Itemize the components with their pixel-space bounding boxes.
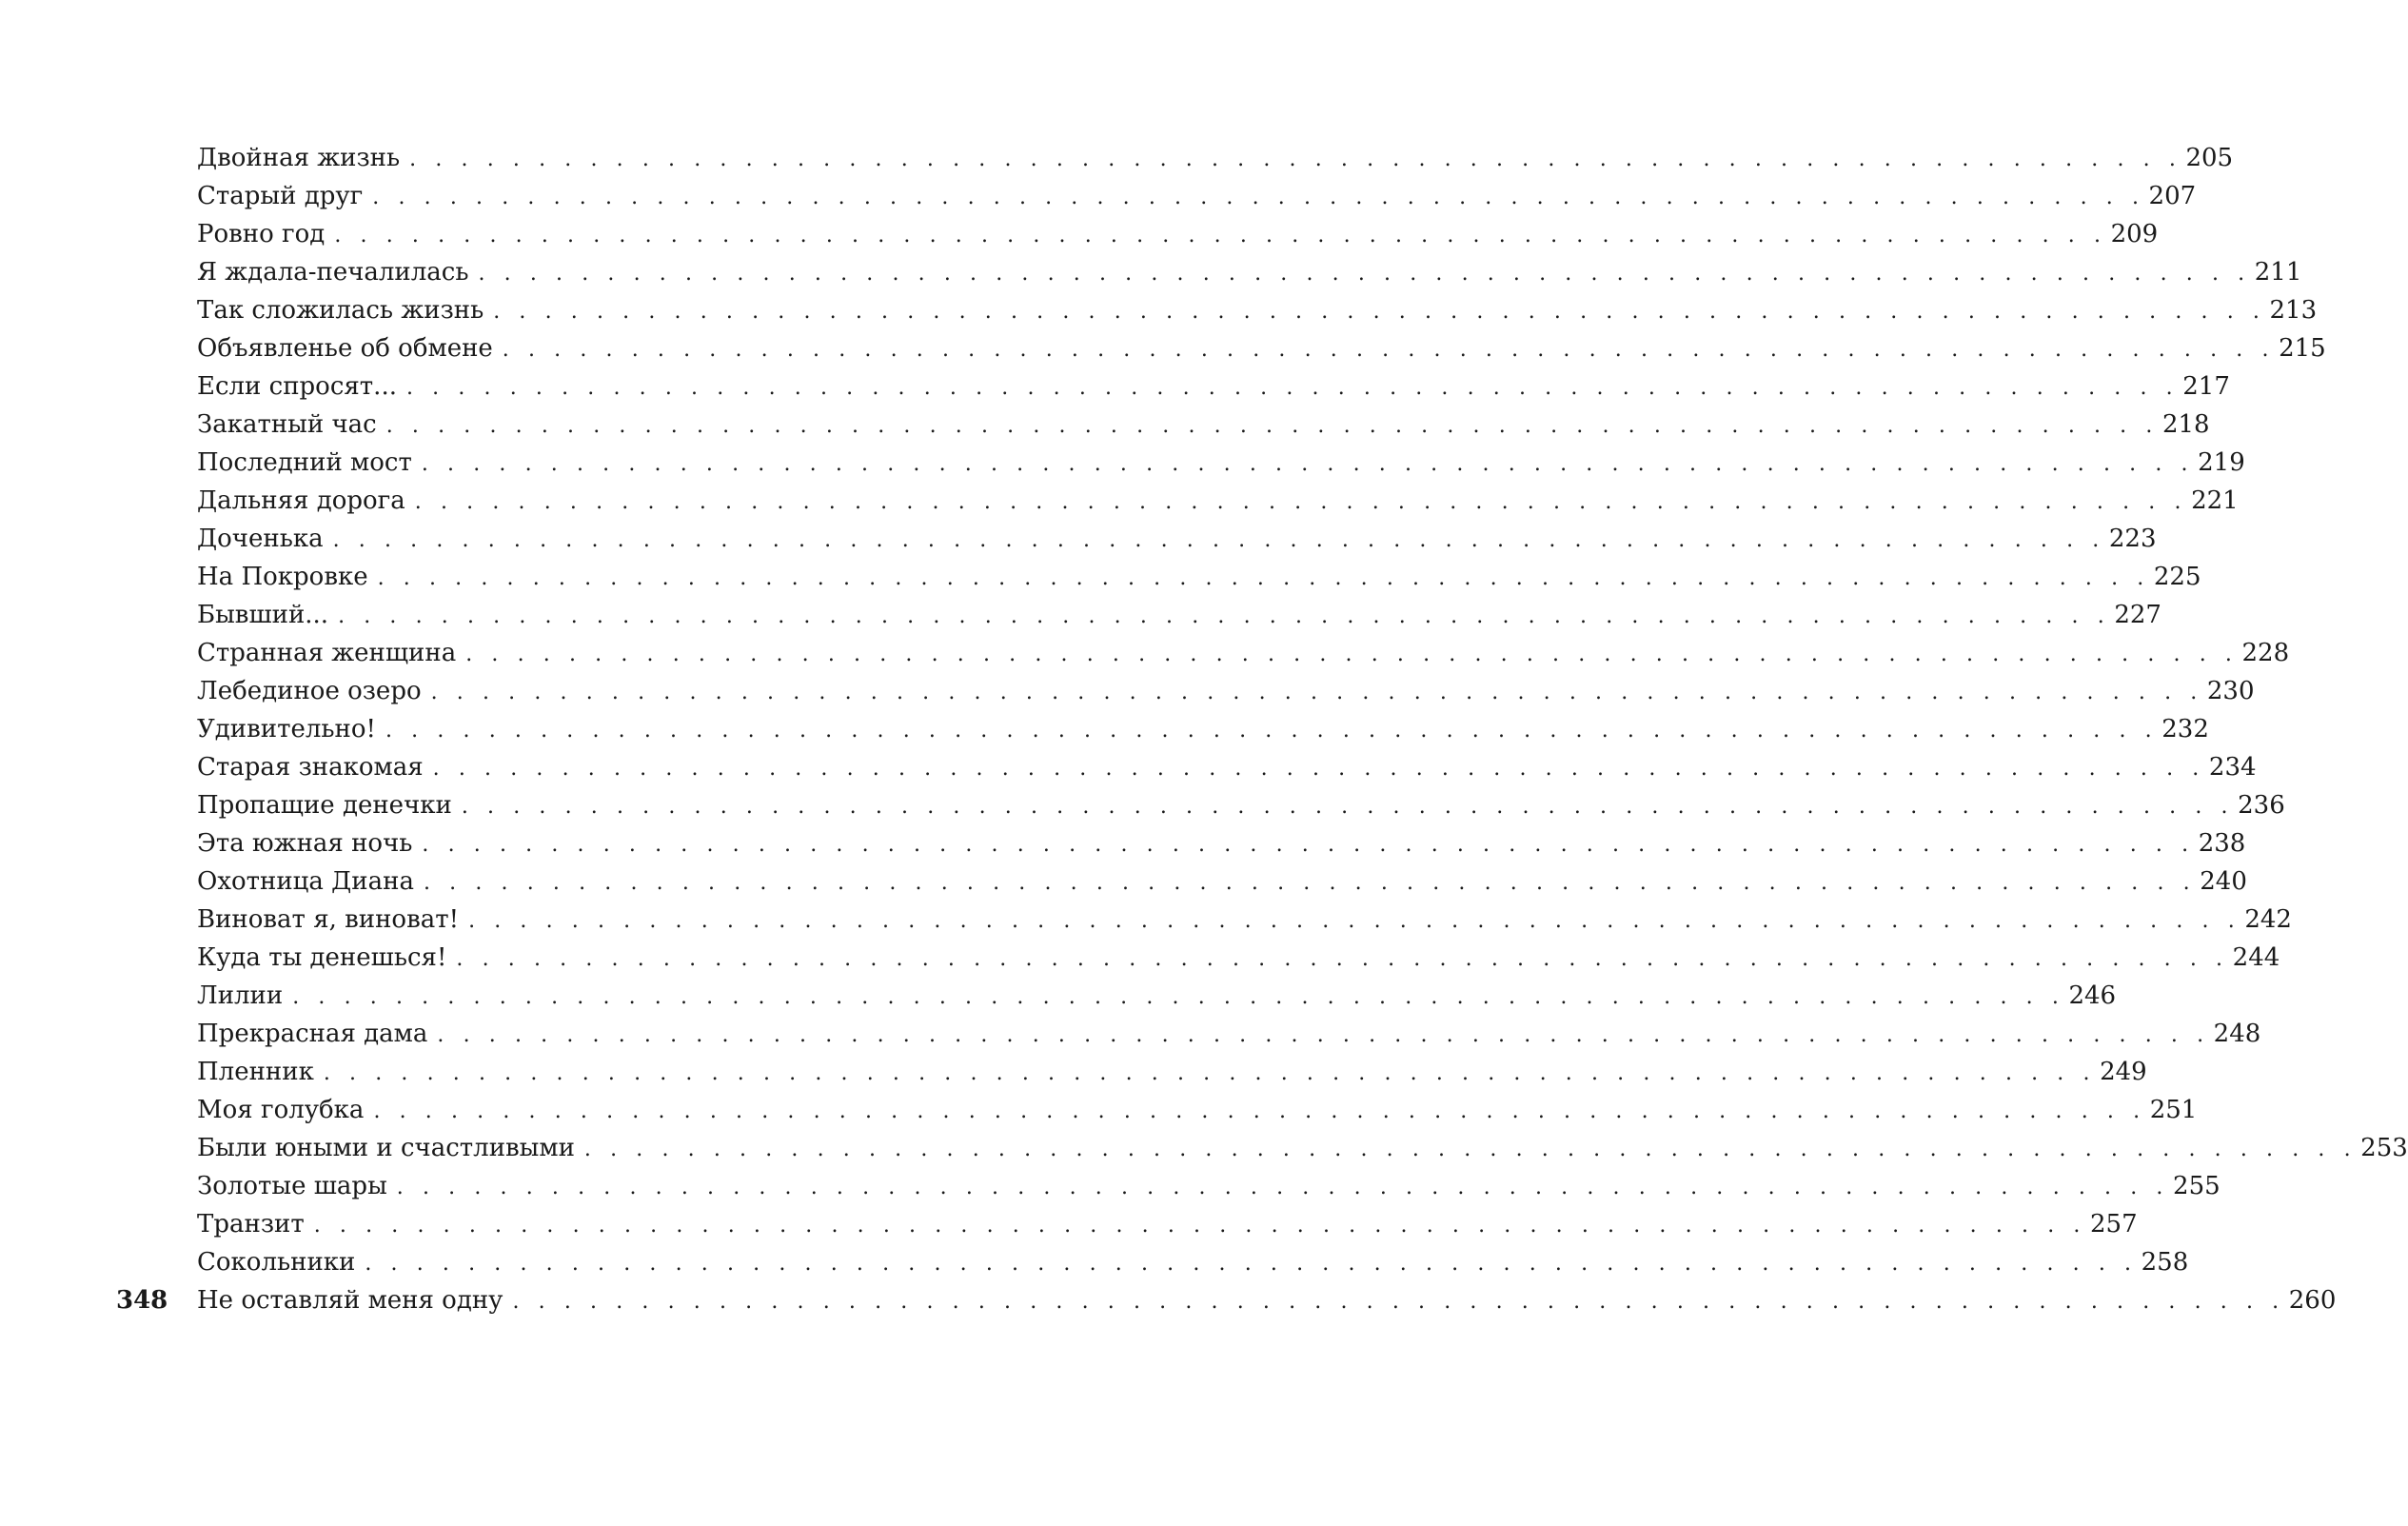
toc-entry-page: 213	[2269, 296, 2318, 325]
toc-entry	[197, 329, 2326, 367]
toc-entry-page: 228	[2241, 639, 2290, 667]
toc-entry-page: 207	[2148, 182, 2197, 210]
toc-entry-title: Старый друг	[197, 182, 364, 210]
toc-entry-title: Удивительно!	[197, 715, 376, 743]
toc-entry-title: Золотые шары	[197, 1172, 387, 1200]
toc-entry	[197, 482, 2239, 520]
toc-entry-page: 251	[2149, 1096, 2198, 1124]
toc-entry-page: 217	[2182, 372, 2230, 401]
dot-leader: . . . . . . . . . . . . . . . . . . . . . . . . . . . . . . . . . . . . . . . . . . . . . . . . . . . . . . . . . . . . . . . . . . . . .	[468, 909, 2241, 933]
toc-entry	[197, 253, 2302, 291]
toc-entry-title: Были юными и счастливыми	[197, 1134, 575, 1162]
dot-leader: . . . . . . . . . . . . . . . . . . . . . . . . . . . . . . . . . . . . . . . . . . . . . . . . . . . . . . . . . . . . . . . . . . . . .	[422, 833, 2195, 857]
dot-leader: . . . . . . . . . . . . . . . . . . . . . . . . . . . . . . . . . . . . . . . . . . . . . . . . . . . . . . . . . . . . . . . . . . . . .	[377, 566, 2150, 590]
toc-entry	[197, 786, 2285, 824]
toc-entry-title: Так сложилась жизнь	[197, 296, 484, 325]
toc-entry-page: 218	[2161, 410, 2210, 439]
dot-leader: . . . . . . . . . . . . . . . . . . . . . . . . . . . . . . . . . . . . . . . . . . . . . . . . . . . . . . . . . . . . . . . . . . . . .	[461, 795, 2235, 819]
toc-entry	[197, 1281, 2337, 1319]
toc-entry-title: Закатный час	[197, 410, 377, 439]
toc-entry-title: Эта южная ночь	[197, 829, 413, 858]
toc-entry-title: Я ждала-печалилась	[197, 258, 469, 287]
toc-entry	[197, 1129, 2408, 1167]
dot-leader: . . . . . . . . . . . . . . . . . . . . . . . . . . . . . . . . . . . . . . . . . . . . . . . . . . . . . . . . . . . . . . . . . . . . .	[421, 452, 2195, 476]
dot-leader: . . . . . . . . . . . . . . . . . . . . . . . . . . . . . . . . . . . . . . . . . . . . . . . . . . . . . . . . . . . . . . . . . . . . .	[405, 376, 2180, 400]
dot-leader: . . . . . . . . . . . . . . . . . . . . . . . . . . . . . . . . . . . . . . . . . . . . . . . . . . . . . . . . . . . . . . . . . . . . .	[493, 300, 2266, 324]
dot-leader: . . . . . . . . . . . . . . . . . . . . . . . . . . . . . . . . . . . . . . . . . . . . . . . . . . . . . . . . . . . . . . . . . . . . .	[373, 1100, 2146, 1123]
toc-entry-title: Если спросят...	[197, 372, 397, 401]
toc-entry-page: 249	[2100, 1058, 2147, 1086]
toc-entry	[197, 901, 2292, 939]
dot-leader: . . . . . . . . . . . . . . . . . . . . . . . . . . . . . . . . . . . . . . . . . . . . . . . . . . . . . . . . . . . . . . . . . . . . .	[334, 224, 2107, 248]
toc-entry-page: 244	[2232, 943, 2280, 972]
toc-entry-page: 236	[2238, 791, 2285, 820]
toc-entry	[197, 520, 2157, 558]
toc-entry-page: 232	[2161, 715, 2209, 743]
toc-entry-page: 205	[2185, 144, 2234, 172]
toc-entry-title: Ровно год	[197, 220, 326, 248]
dot-leader: . . . . . . . . . . . . . . . . . . . . . . . . . . . . . . . . . . . . . . . . . . . . . . . . . . . . . . . . . . . . . . . . . . . . .	[432, 757, 2205, 781]
toc-entry-title: Старая знакомая	[197, 753, 424, 782]
toc-entry-title: На Покровке	[197, 563, 368, 591]
dot-leader: . . . . . . . . . . . . . . . . . . . . . . . . . . . . . . . . . . . . . . . . . . . . . . . . . . . . . . . . . . . . . . . . . . . . .	[430, 681, 2203, 704]
toc-entry	[197, 215, 2159, 253]
dot-leader: . . . . . . . . . . . . . . . . . . . . . . . . . . . . . . . . . . . . . . . . . . . . . . . . . . . . . . . . . . . . . . . . . . . . .	[502, 338, 2276, 362]
toc-entry	[197, 710, 2209, 748]
toc-entry-title: Охотница Диана	[197, 867, 414, 896]
toc-entry-title: Объявленье об обмене	[197, 334, 493, 363]
toc-entry	[197, 977, 2117, 1015]
toc-entry-page: 219	[2198, 448, 2245, 477]
toc-entry-page: 253	[2360, 1134, 2408, 1162]
toc-entry	[197, 596, 2161, 634]
toc-entry-title: Пропащие денечки	[197, 791, 452, 820]
toc-entry-page: 225	[2153, 563, 2201, 591]
toc-entry-page: 240	[2200, 867, 2247, 896]
toc-entry-page: 248	[2213, 1020, 2261, 1048]
toc-entry-title: Доченька	[197, 525, 324, 553]
toc-entry-page: 221	[2191, 486, 2239, 515]
toc-entry-title: Моя голубка	[197, 1096, 365, 1124]
toc-entry-page: 260	[2288, 1286, 2337, 1315]
toc-entry-title: Лебединое озеро	[197, 677, 422, 705]
toc-entry-title: Не оставляй меня одну	[197, 1286, 503, 1315]
toc-entry-title: Дальняя дорога	[197, 486, 405, 515]
toc-entry-page: 234	[2208, 753, 2257, 782]
toc-entry-page: 255	[2173, 1172, 2220, 1200]
toc-entry-title: Лилии	[197, 981, 284, 1010]
dot-leader: . . . . . . . . . . . . . . . . . . . . . . . . . . . . . . . . . . . . . . . . . . . . . . . . . . . . . . . . . . . . . . . . . . . . .	[323, 1061, 2097, 1085]
toc-entry	[197, 634, 2290, 672]
dot-leader: . . . . . . . . . . . . . . . . . . . . . . . . . . . . . . . . . . . . . . . . . . . . . . . . . . . . . . . . . . . . . . . . . . . . .	[456, 947, 2229, 971]
dot-leader: . . . . . . . . . . . . . . . . . . . . . . . . . . . . . . . . . . . . . . . . . . . . . . . . . . . . . . . . . . . . . . . . . . . . .	[583, 1138, 2358, 1161]
toc-entry	[197, 862, 2247, 901]
toc-entry	[197, 139, 2234, 177]
dot-leader: . . . . . . . . . . . . . . . . . . . . . . . . . . . . . . . . . . . . . . . . . . . . . . . . . . . . . . . . . . . . . . . . . . . . .	[338, 604, 2111, 628]
toc-entry-page: 223	[2108, 525, 2157, 553]
toc-entry-title: Двойная жизнь	[197, 144, 401, 172]
toc-entry-page: 242	[2244, 905, 2292, 934]
toc-entry-page: 246	[2068, 981, 2117, 1010]
toc-entry-page: 257	[2089, 1210, 2138, 1239]
toc-entry-title: Виноват я, виноват!	[197, 905, 460, 934]
dot-leader: . . . . . . . . . . . . . . . . . . . . . . . . . . . . . . . . . . . . . . . . . . . . . . . . . . . . . . . . . . . . . . . . . . . . .	[365, 1252, 2138, 1276]
dot-leader: . . . . . . . . . . . . . . . . . . . . . . . . . . . . . . . . . . . . . . . . . . . . . . . . . . . . . . . . . . . . . . . . . . . . .	[332, 528, 2105, 552]
dot-leader: . . . . . . . . . . . . . . . . . . . . . . . . . . . . . . . . . . . . . . . . . . . . . . . . . . . . . . . . . . . . . . . . . . . . .	[409, 148, 2182, 171]
toc-entry-title: Прекрасная дама	[197, 1020, 428, 1048]
toc-entry	[197, 406, 2210, 444]
toc-entry-title: Куда ты денешься!	[197, 943, 447, 972]
toc-entry-page: 227	[2114, 601, 2161, 629]
toc-entry-title: Последний мост	[197, 448, 412, 477]
dot-leader: . . . . . . . . . . . . . . . . . . . . . . . . . . . . . . . . . . . . . . . . . . . . . . . . . . . . . . . . . . . . . . . . . . . . .	[414, 490, 2188, 514]
toc-entry	[197, 672, 2255, 710]
toc-entry	[197, 1167, 2220, 1205]
dot-leader: . . . . . . . . . . . . . . . . . . . . . . . . . . . . . . . . . . . . . . . . . . . . . . . . . . . . . . . . . . . . . . . . . . . . .	[385, 414, 2159, 438]
dot-leader: . . . . . . . . . . . . . . . . . . . . . . . . . . . . . . . . . . . . . . . . . . . . . . . . . . . . . . . . . . . . . . . . . . . . .	[385, 719, 2159, 743]
table-of-contents	[197, 139, 2408, 1319]
dot-leader: . . . . . . . . . . . . . . . . . . . . . . . . . . . . . . . . . . . . . . . . . . . . . . . . . . . . . . . . . . . . . . . . . . . . .	[423, 871, 2197, 895]
page-number: 348	[116, 1286, 168, 1315]
toc-entry-page: 258	[2141, 1248, 2189, 1277]
dot-leader: . . . . . . . . . . . . . . . . . . . . . . . . . . . . . . . . . . . . . . . . . . . . . . . . . . . . . . . . . . . . . . . . . . . . .	[313, 1214, 2086, 1238]
toc-entry	[197, 367, 2230, 406]
toc-entry	[197, 1053, 2147, 1091]
toc-entry	[197, 1205, 2138, 1243]
dot-leader: . . . . . . . . . . . . . . . . . . . . . . . . . . . . . . . . . . . . . . . . . . . . . . . . . . . . . . . . . . . . . . . . . . . . .	[396, 1176, 2170, 1199]
dot-leader: . . . . . . . . . . . . . . . . . . . . . . . . . . . . . . . . . . . . . . . . . . . . . . . . . . . . . . . . . . . . . . . . . . . . .	[292, 985, 2065, 1009]
toc-entry	[197, 939, 2280, 977]
toc-entry	[197, 1091, 2198, 1129]
toc-entry-title: Бывший...	[197, 601, 329, 629]
toc-entry	[197, 1243, 2189, 1281]
toc-entry-page: 215	[2279, 334, 2326, 363]
toc-entry	[197, 1015, 2261, 1053]
toc-entry	[197, 177, 2197, 215]
dot-leader: . . . . . . . . . . . . . . . . . . . . . . . . . . . . . . . . . . . . . . . . . . . . . . . . . . . . . . . . . . . . . . . . . . . . .	[465, 643, 2239, 666]
dot-leader: . . . . . . . . . . . . . . . . . . . . . . . . . . . . . . . . . . . . . . . . . . . . . . . . . . . . . . . . . . . . . . . . . . . . .	[437, 1023, 2210, 1047]
toc-entry	[197, 291, 2318, 329]
toc-entry	[197, 824, 2246, 862]
toc-entry	[197, 748, 2257, 786]
dot-leader: . . . . . . . . . . . . . . . . . . . . . . . . . . . . . . . . . . . . . . . . . . . . . . . . . . . . . . . . . . . . . . . . . . . . .	[512, 1290, 2285, 1314]
toc-entry-page: 209	[2110, 220, 2159, 248]
toc-entry-page: 230	[2206, 677, 2255, 705]
dot-leader: . . . . . . . . . . . . . . . . . . . . . . . . . . . . . . . . . . . . . . . . . . . . . . . . . . . . . . . . . . . . . . . . . . . . .	[372, 186, 2145, 209]
dot-leader: . . . . . . . . . . . . . . . . . . . . . . . . . . . . . . . . . . . . . . . . . . . . . . . . . . . . . . . . . . . . . . . . . . . . .	[478, 262, 2251, 286]
toc-entry-title: Транзит	[197, 1210, 305, 1239]
toc-entry-page: 238	[2198, 829, 2246, 858]
toc-entry-title: Странная женщина	[197, 639, 457, 667]
toc-entry-page: 211	[2254, 258, 2302, 287]
toc-entry-title: Сокольники	[197, 1248, 356, 1277]
toc-entry	[197, 444, 2245, 482]
toc-entry	[197, 558, 2201, 596]
toc-entry-title: Пленник	[197, 1058, 314, 1086]
